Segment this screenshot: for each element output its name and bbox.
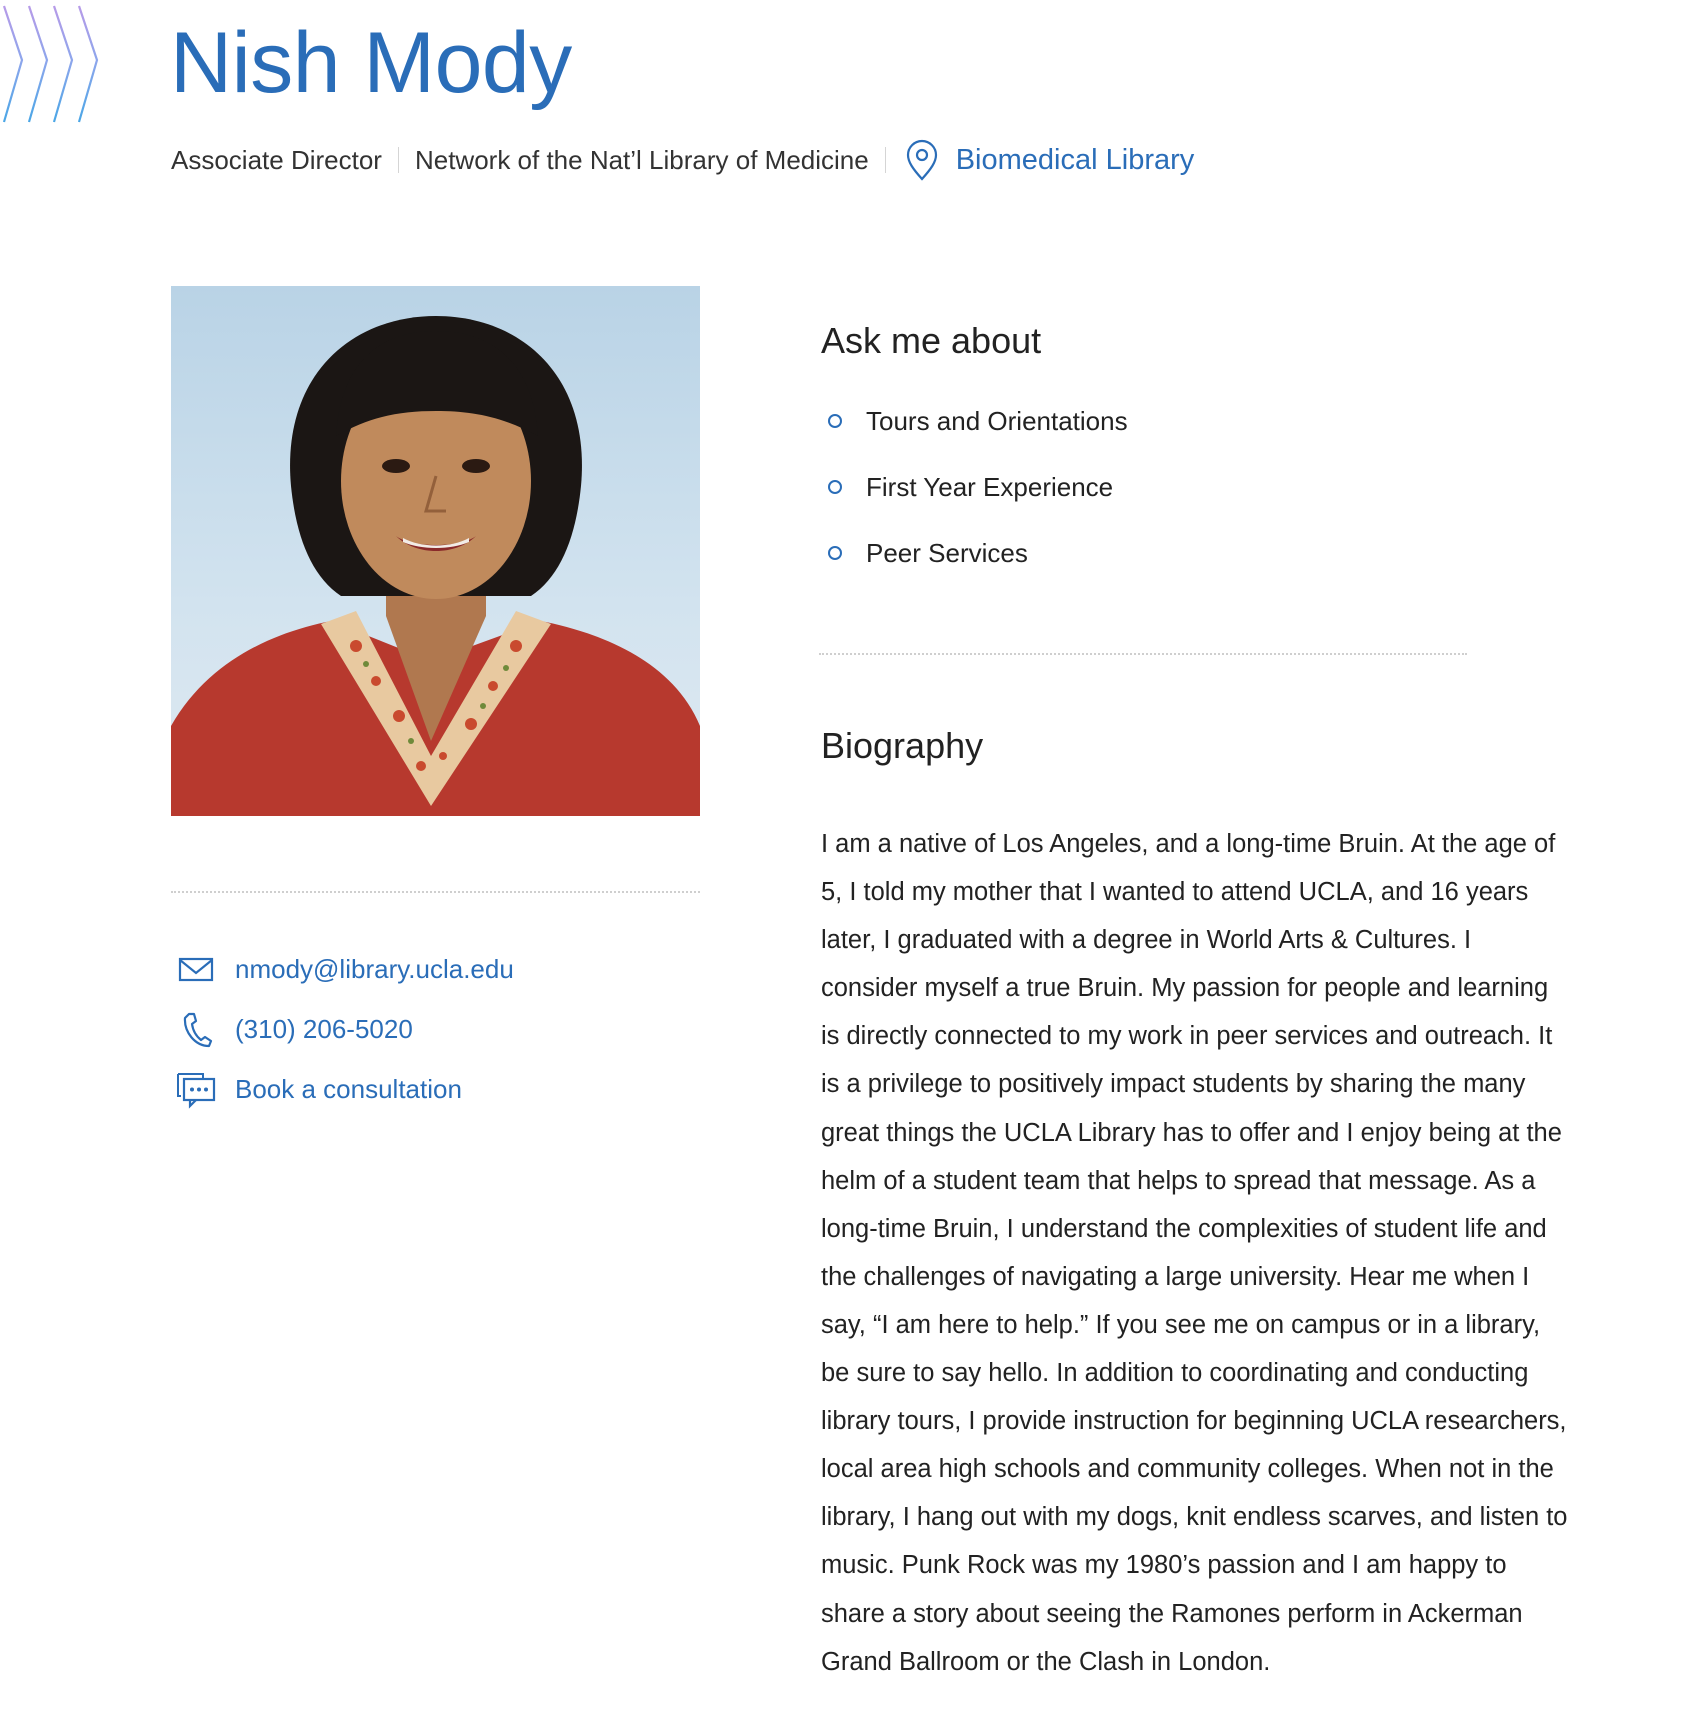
- divider: [819, 653, 1467, 655]
- list-item: [821, 454, 1581, 520]
- job-title: Associate Director: [171, 144, 382, 175]
- profile-subline: [171, 138, 1194, 182]
- profile-photo: [171, 286, 700, 816]
- biography-heading: Biography: [821, 725, 984, 766]
- ask-me-about-section: [821, 320, 1581, 586]
- circle-bullet-icon: [828, 414, 842, 428]
- location-link[interactable]: Biomedical Library: [955, 143, 1195, 176]
- divider: [398, 147, 399, 173]
- map-pin-icon: [902, 138, 942, 182]
- list-item-label: Tours and Orientations: [866, 405, 1128, 436]
- biography-text: I am a native of Los Angeles, and a long-time Bruin. At the age of 5, I told my mother that I wanted to attend UCLA, and 16 years later, I graduated with a degree in World Arts & Cultures. I consider myself a true Bruin. My passion for people and learning is directly connected to my work in peer services and outreach. It is a privilege to positively impact students by sharing the many great things the UCLA Library has to offer and I enjoy being at the helm of a student team that helps to spread that message. As a long-time Bruin, I understand the complexities of student life and the challenges of navigating a large university. Hear me when I say, “I am here to help.” If you see me on campus or in a library, be sure to say hello. In addition to coordinating and conducting library tours, I provide instruction for beginning UCLA researchers, local area high schools and community colleges. When not in the library, I hang out with my dogs, knit endless scarves, and listen to music. Punk Rock was my 1980’s passion and I am happy to share a story about seeing the Ramones perform in Ackerman Grand Ballroom or the Clash in London.: [821, 830, 1568, 1676]
- ask-me-about-heading: Ask me about: [821, 320, 1042, 361]
- divider: [885, 147, 886, 173]
- circle-bullet-icon: [828, 546, 842, 560]
- chat-bubbles-icon: [175, 1068, 217, 1110]
- phone-icon: [175, 1008, 217, 1050]
- contact-list: [175, 948, 514, 1128]
- email-link[interactable]: nmody@library.ucla.edu: [235, 953, 514, 984]
- list-item-label: Peer Services: [866, 537, 1028, 568]
- list-item-label: First Year Experience: [866, 471, 1114, 502]
- contact-consultation: [175, 1068, 514, 1110]
- envelope-icon: [175, 948, 217, 990]
- profile-name: Nish Mody: [170, 15, 572, 111]
- ask-me-about-list: [821, 388, 1581, 586]
- book-consultation-link[interactable]: Book a consultation: [235, 1073, 462, 1104]
- portrait-image: [171, 286, 700, 816]
- organization: Network of the Nat’l Library of Medicine: [414, 144, 869, 175]
- chevron-stripes-icon: [0, 0, 110, 130]
- phone-link[interactable]: (310) 206-5020: [235, 1013, 413, 1044]
- list-item: [821, 520, 1581, 586]
- divider: [171, 891, 700, 893]
- contact-phone: [175, 1008, 514, 1050]
- contact-email: [175, 948, 514, 990]
- list-item: [821, 388, 1581, 454]
- circle-bullet-icon: [828, 480, 842, 494]
